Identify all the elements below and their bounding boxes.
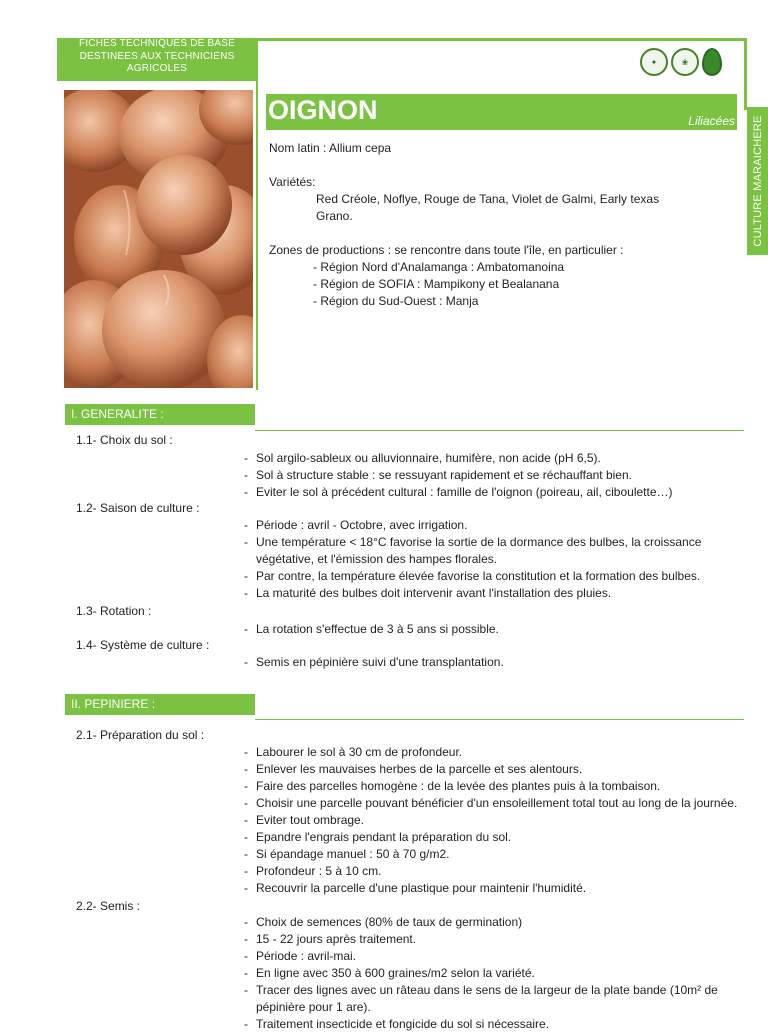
subsection-label: 1.4- Système de culture : [76,638,210,652]
list-item: - Période : avril-mai. [244,949,357,963]
list-item: - Traitement insecticide et fongicide du sol si nécessaire. [244,1017,550,1031]
list-item: - Période : avril - Octobre, avec irrigation. [244,518,468,532]
list-item: - 15 - 22 jours après traitement. [244,932,417,946]
list-item: - Sol à structure stable : se ressuyant rapidement et se réchauffant bien. [244,468,632,482]
zone-item: - Région du Sud-Ouest : Manja [313,294,479,308]
list-item: - Eviter tout ombrage. [244,813,365,827]
list-item: - Profondeur : 5 à 10 cm. [244,864,382,878]
subsection-label: 2.2- Semis : [76,899,141,913]
header-divider [256,38,258,390]
logos [640,46,722,78]
subsection-label: 1.3- Rotation : [76,604,152,618]
list-item: - Si épandage manuel : 50 à 70 g/m2. [244,847,450,861]
list-item: - Labourer le sol à 30 cm de profondeur. [244,745,463,759]
onion-photo [64,90,253,388]
series-header-line: DESTINEES AUX TECHNICIENS [79,50,235,62]
msp-logo-icon: ✦ [640,48,668,76]
section-title: I. GENERALITE : [65,404,255,425]
series-header-line: AGRICOLES [126,63,188,74]
section-divider [255,719,744,720]
fao-logo-icon: ❀ [671,48,699,76]
varieties-label: Variétés: [269,175,316,189]
zones-label: Zones de productions : se rencontre dans toute l'île, en particulier : [269,243,624,257]
list-item: pépinière pour 1 are). [256,1000,371,1014]
side-tab-label: CULTURE MARAICHERE [751,115,764,247]
list-item: - Eviter le sol à précédent cultural : famille de l'oignon (poireau, ail, ciboulette…) [244,485,673,499]
subsection-label: 1.1- Choix du sol : [76,433,173,447]
list-item: - Recouvrir la parcelle d'une plastique pour maintenir l'humidité. [244,881,587,895]
zone-item: - Région Nord d'Analamanga : Ambatomanoina [313,260,565,274]
latin-name: Nom latin : Allium cepa [269,141,392,155]
list-item: - Tracer des lignes avec un râteau dans le sens de la largeur de la plate bande (10m² de [244,983,718,997]
series-header-line: FICHES TECHNIQUES DE BASE [79,38,235,49]
list-item: - Enlever les mauvaises herbes de la parcelle et ses alentours. [244,762,583,776]
subsection-label: 1.2- Saison de culture : [76,501,200,515]
side-tab [747,107,768,255]
list-item: - Epandre l'engrais pendant la préparation du sol. [244,830,512,844]
list-item: - La maturité des bulbes doit intervenir avant l'installation des pluies. [244,586,612,600]
onion-illustration [64,90,253,388]
varieties-line: Grano. [316,209,353,223]
zone-item: - Région de SOFIA : Mampikony et Bealanana [313,277,560,291]
list-item: - Choix de semences (80% de taux de germination) [244,915,523,929]
list-item: - Faire des parcelles homogène : de la levée des plantes puis à la tombaison. [244,779,661,793]
series-header [57,38,257,81]
page-title: OIGNON [268,95,378,125]
list-item: végétative, et l'émission des hampes florales. [256,552,498,566]
plant-family: Liliacées [688,114,735,128]
list-item: - Semis en pépinière suivi d'une transplantation. [244,655,504,669]
right-border [744,38,747,110]
list-item: - Choisir une parcelle pouvant bénéficier d'un ensoleillement total tout au long de la journée. [244,796,738,810]
section-divider [255,430,744,431]
subsection-label: 2.1- Préparation du sol : [76,728,205,742]
leaf-logo-icon [702,48,722,76]
list-item: - Sol argilo-sableux ou alluvionnaire, humifère, non acide (pH 6,5). [244,451,601,465]
list-item: - Par contre, la température élevée favorise la constitution et la formation des bulbes. [244,569,701,583]
list-item: - Une température < 18°C favorise la sortie de la dormance des bulbes, la croissance [244,535,702,549]
varieties-line: Red Créole, Noflye, Rouge de Tana, Violet de Galmi, Early texas [316,192,660,206]
section-title: II. PEPINIERE : [65,694,255,715]
list-item: - La rotation s'effectue de 3 à 5 ans si possible. [244,622,499,636]
list-item: - En ligne avec 350 à 600 graines/m2 selon la variété. [244,966,535,980]
